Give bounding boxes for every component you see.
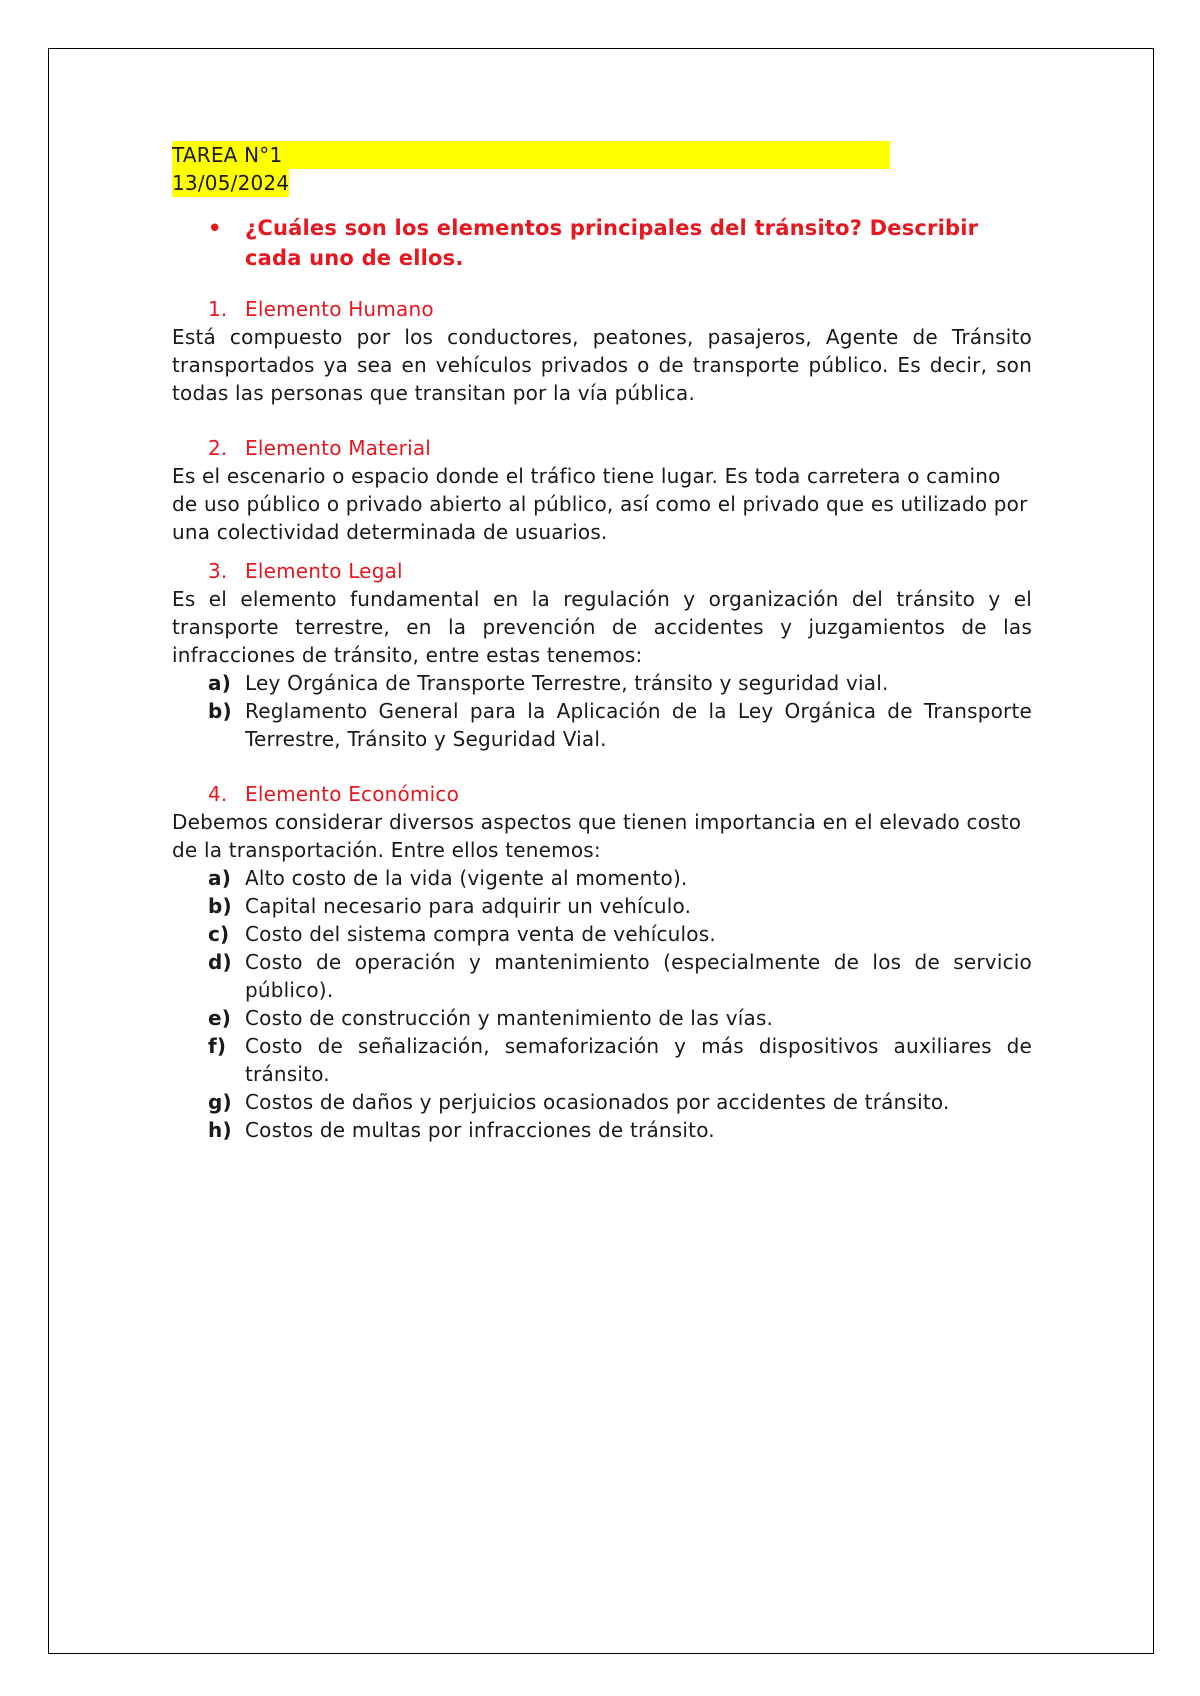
list-item bbox=[172, 1004, 1032, 1032]
list-item bbox=[172, 864, 1032, 892]
section-title: Elemento Humano bbox=[245, 297, 434, 321]
document-body bbox=[172, 141, 1032, 1144]
legal-list bbox=[172, 669, 1032, 753]
list-marker: c) bbox=[208, 922, 230, 946]
section-paragraph: Es el escenario o espacio donde el tráfico tiene lugar. Es toda carretera o camino de uso público o privado abierto al público, así como el privado que es utilizado por una colectividad determinada de usuarios. bbox=[172, 464, 1028, 544]
list-item bbox=[172, 920, 1032, 948]
section-heading bbox=[172, 295, 1032, 323]
list-item-text: Ley Orgánica de Transporte Terrestre, tránsito y seguridad vial. bbox=[245, 671, 889, 695]
section-number: 1. bbox=[208, 297, 228, 321]
section-number: 4. bbox=[208, 782, 228, 806]
section-heading bbox=[172, 780, 1032, 808]
section-title: Elemento Legal bbox=[245, 559, 403, 583]
list-item bbox=[172, 1088, 1032, 1116]
list-item-text: Costo de operación y mantenimiento (especialmente de los de servicio público). bbox=[245, 950, 1032, 1002]
section-paragraph: Debemos considerar diversos aspectos que tienen importancia en el elevado costo de la transportación. Entre ellos tenemos: bbox=[172, 810, 1022, 862]
document-date: 13/05/2024 bbox=[172, 171, 290, 195]
list-marker: h) bbox=[208, 1118, 232, 1142]
section-number: 3. bbox=[208, 559, 228, 583]
section-heading bbox=[172, 434, 1032, 462]
list-marker: a) bbox=[208, 671, 232, 695]
section-paragraph: Está compuesto por los conductores, peatones, pasajeros, Agente de Tránsito transportados ya sea en vehículos privados o de transporte público. Es decir, son todas las personas que transitan por la vía pública. bbox=[172, 325, 1032, 405]
section-economico bbox=[172, 780, 1032, 1144]
list-item-text: Reglamento General para la Aplicación de la Ley Orgánica de Transporte Terrestre, Tránsito y Seguridad Vial. bbox=[245, 699, 1032, 751]
list-item bbox=[172, 1116, 1032, 1144]
section-humano bbox=[172, 295, 1032, 407]
list-item bbox=[172, 892, 1032, 920]
list-item-text: Costos de multas por infracciones de tránsito. bbox=[245, 1118, 715, 1142]
section-paragraph: Es el elemento fundamental en la regulación y organización del tránsito y el transporte terrestre, en la prevención de accidentes y juzgamientos de las infracciones de tránsito, entre estas tenemos: bbox=[172, 587, 1032, 667]
list-item bbox=[172, 697, 1032, 753]
bullet-icon: • bbox=[208, 216, 222, 240]
list-item-text: Costo de construcción y mantenimiento de las vías. bbox=[245, 1006, 774, 1030]
list-marker: g) bbox=[208, 1090, 232, 1114]
section-title: Elemento Económico bbox=[245, 782, 460, 806]
section-number: 2. bbox=[208, 436, 228, 460]
section-title: Elemento Material bbox=[245, 436, 432, 460]
list-item-text: Costos de daños y perjuicios ocasionados por accidentes de tránsito. bbox=[245, 1090, 950, 1114]
list-item bbox=[172, 669, 1032, 697]
section-heading bbox=[172, 557, 1032, 585]
question-heading bbox=[172, 213, 1032, 273]
list-item-text: Costo de señalización, semaforización y más dispositivos auxiliares de tránsito. bbox=[245, 1034, 1032, 1086]
list-marker: f) bbox=[208, 1034, 227, 1058]
list-item-text: Capital necesario para adquirir un vehículo. bbox=[245, 894, 692, 918]
list-marker: d) bbox=[208, 950, 232, 974]
question-text: ¿Cuáles son los elementos principales del tránsito? Describir cada uno de ellos. bbox=[245, 216, 979, 270]
list-marker: e) bbox=[208, 1006, 232, 1030]
economic-list bbox=[172, 864, 1032, 1144]
section-material bbox=[172, 434, 1032, 546]
list-marker: a) bbox=[208, 866, 232, 890]
list-marker: b) bbox=[208, 699, 232, 723]
list-item-text: Alto costo de la vida (vigente al momento). bbox=[245, 866, 688, 890]
list-marker: b) bbox=[208, 894, 232, 918]
list-item-text: Costo del sistema compra venta de vehículos. bbox=[245, 922, 716, 946]
section-legal bbox=[172, 557, 1032, 753]
document-title: TAREA N°1 bbox=[172, 141, 890, 169]
list-item bbox=[172, 1032, 1032, 1088]
list-item bbox=[172, 948, 1032, 1004]
